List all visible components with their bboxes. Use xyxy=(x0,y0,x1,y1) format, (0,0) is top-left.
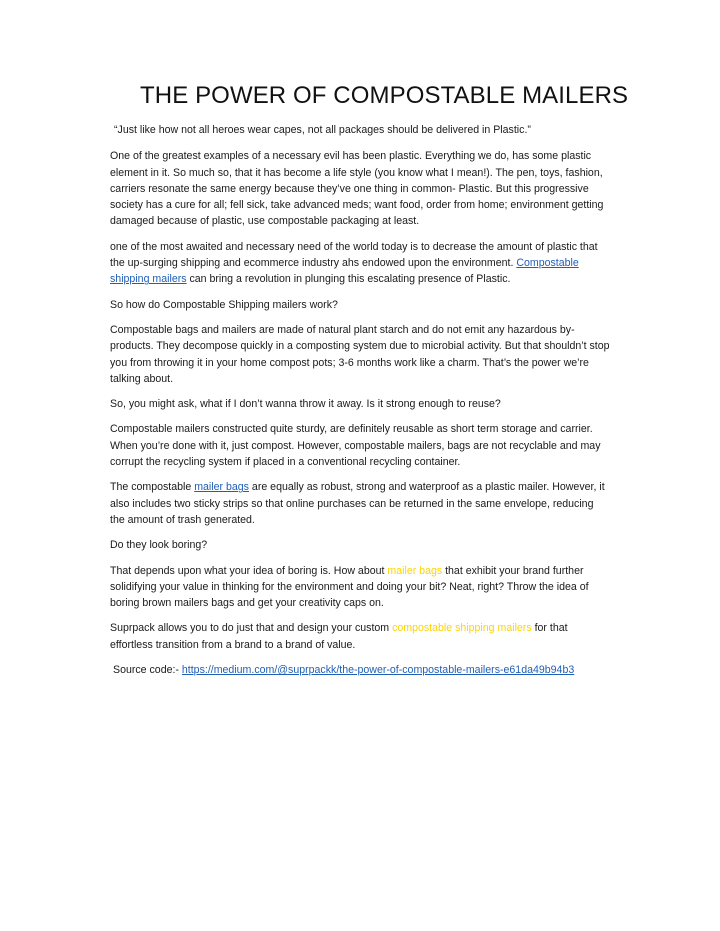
paragraph-reuse-question: So, you might ask, what if I don’t wanna throw it away. Is it strong enough to reuse? xyxy=(110,398,501,411)
paragraph-how-work-question: So how do Compostable Shipping mailers work? xyxy=(110,298,338,311)
page-title: THE POWER OF COMPOSTABLE MAILERS xyxy=(140,82,629,109)
mailer-bags-highlight: mailer bags xyxy=(387,564,443,577)
paragraph-boring-answer xyxy=(110,563,610,612)
paragraph-boring-question: Do they look boring? xyxy=(110,539,208,552)
paragraph-plant-starch: Compostable bags and mailers are made of natural plant starch and do not emit any hazardous by-products. They decompose quickly in a composting system due to microbial activity. But that shouldn’t stop you from throwing it in your home compost pots; 3-6 months work like a charm. That’s the power we’re talking about. xyxy=(110,323,610,385)
paragraph-plastic-evil: One of the greatest examples of a necessary evil has been plastic. Everything we do, has some plastic element in it. So much so, that it has become a life style (you know what I mean!). The pen, toys, fashion, carriers resonate the same energy because they’ve one thing in common- Plastic. But this progressive society has a cure for all; fell sick, take advanced meds; want food, order from home; environment getting damaged because of plastic, use compostable packaging at least. xyxy=(110,150,604,228)
paragraph-text: Suprpack allows you to do just that and design your custom xyxy=(110,622,393,635)
paragraph-text: are equally as robust, strong and waterproof as a plastic mailer. However, it also includes two sticky strips so that online purchases can be returned in the same envelope, reducing the amount of trash generated. xyxy=(110,481,605,526)
paragraph-robust xyxy=(110,479,610,528)
mailer-bags-link[interactable]: mailer bags xyxy=(194,481,249,494)
paragraph-text: can bring a revolution in plunging this escalating presence of Plastic. xyxy=(186,273,511,286)
paragraph-text: That depends upon what your idea of boring is. How about xyxy=(110,564,388,577)
compostable-shipping-mailers-highlight: compostable shipping mailers xyxy=(392,622,532,635)
paragraph-sturdy: Compostable mailers constructed quite sturdy, are definitely reusable as short term storage and carrier. When you’re done with it, just compost. However, compostable mailers, bags are not recyclable and may corrupt the recycling system if placed in a conventional recycling container. xyxy=(110,423,601,469)
paragraph-text: that exhibit your brand further solidifying your value in thinking for the environment and doing your bit? Neat, right? Throw the idea of boring brown mailers bags and get your creativity caps on. xyxy=(110,564,589,610)
intro-quote: “Just like how not all heroes wear capes, not all packages should be delivered in Plastic.” xyxy=(114,124,531,136)
paragraph-world-need xyxy=(110,239,610,288)
source-label: Source code:- xyxy=(113,664,182,677)
paragraph-text: for that effortless transition from a brand to a brand of value. xyxy=(110,622,568,651)
source-url-link[interactable]: https://medium.com/@suprpackk/the-power-of-compostable-mailers-e61da49b94b3 xyxy=(181,664,575,677)
paragraph-text: one of the most awaited and necessary need of the world today is to decrease the amount of plastic that the up-surging shipping and ecommerce industry ahs endowed upon the environment. xyxy=(110,240,598,270)
document-body xyxy=(110,82,629,687)
compostable-shipping-mailers-link[interactable]: Compostable shipping mailers xyxy=(110,257,579,286)
paragraph-text: The compostable xyxy=(110,481,195,494)
paragraph-suprpack xyxy=(110,620,610,653)
source-line xyxy=(113,662,610,678)
